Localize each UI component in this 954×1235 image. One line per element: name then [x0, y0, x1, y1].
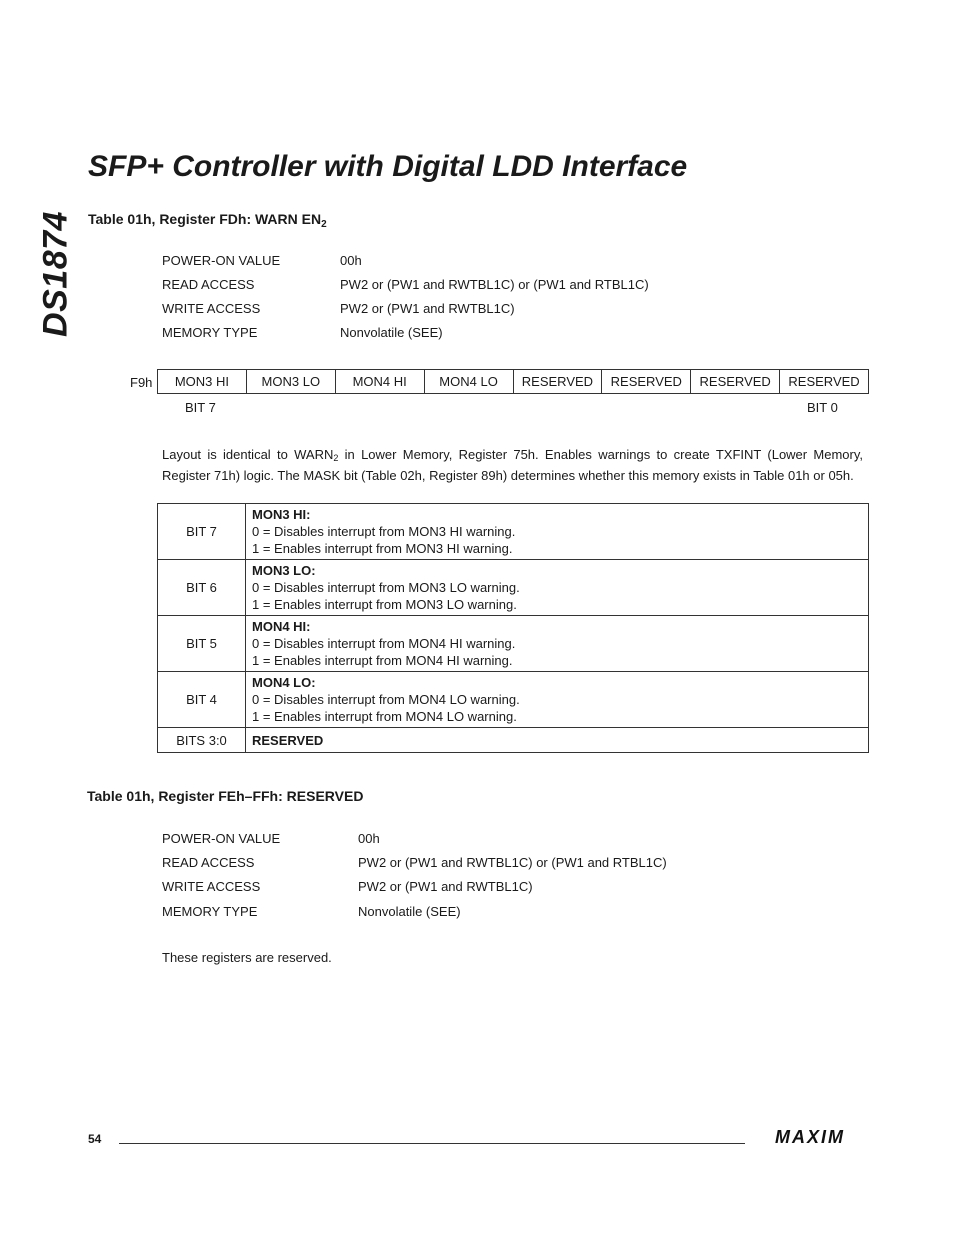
bit-definitions-table	[157, 503, 869, 753]
footer-rule	[119, 1143, 745, 1144]
def-description	[246, 616, 869, 672]
s2-prop-label-memtype: MEMORY TYPE	[162, 904, 258, 919]
s1-prop-value-read: PW2 or (PW1 and RWTBL1C) or (PW1 and RTBL1C)	[340, 277, 649, 292]
description-subscript: 2	[333, 453, 339, 463]
section1-heading-subscript: 2	[321, 219, 327, 230]
def-line: 1 = Enables interrupt from MON3 LO warning.	[252, 597, 517, 612]
maxim-logo-icon	[755, 1128, 865, 1146]
def-bit: BIT 5	[158, 616, 246, 672]
def-name: RESERVED	[252, 732, 324, 748]
description-part-2: in Lower Memory, Register 75h. Enables warnings to create TXFINT (Lower Memory, Register 71h) logic. The MASK bit (Table 02h, Register 89h) determines whether this memory exists in Table 01h or 05h.	[162, 447, 863, 483]
def-line: 0 = Disables interrupt from MON3 LO warning.	[252, 580, 520, 595]
s2-prop-label-write: WRITE ACCESS	[162, 879, 261, 894]
maxim-logo-text: MAXIM	[775, 1128, 845, 1146]
description-part-1: Layout is identical to WARN	[162, 447, 334, 462]
table-row	[158, 504, 869, 560]
s2-prop-value-read: PW2 or (PW1 and RWTBL1C) or (PW1 and RTBL1C)	[358, 855, 667, 870]
def-name: MON3 LO:	[252, 563, 316, 578]
s1-prop-label-memtype: MEMORY TYPE	[162, 325, 258, 340]
section2-heading: Table 01h, Register FEh–FFh: RESERVED	[87, 788, 364, 804]
def-description	[246, 728, 869, 753]
msb-label: BIT 7	[185, 400, 216, 415]
page-number: 54	[88, 1132, 102, 1146]
bit-cell-7: MON3 HI	[158, 370, 247, 393]
s1-prop-value-poweron: 00h	[340, 253, 362, 268]
side-title	[38, 208, 74, 340]
def-name: MON4 HI:	[252, 619, 311, 634]
bit-cell-3: RESERVED	[514, 370, 603, 393]
section1-heading	[88, 211, 327, 230]
def-line: 1 = Enables interrupt from MON4 LO warning.	[252, 709, 517, 724]
register-address: F9h	[130, 375, 153, 390]
s1-prop-label-poweron: POWER-ON VALUE	[162, 253, 281, 268]
s2-prop-value-write: PW2 or (PW1 and RWTBL1C)	[358, 879, 533, 894]
register-description	[162, 446, 863, 484]
maxim-logo	[755, 1128, 865, 1146]
def-name: MON4 LO:	[252, 675, 316, 690]
s2-prop-label-read: READ ACCESS	[162, 855, 255, 870]
def-bit: BIT 6	[158, 560, 246, 616]
s2-prop-value-memtype: Nonvolatile (SEE)	[358, 904, 461, 919]
def-line: 1 = Enables interrupt from MON4 HI warning.	[252, 653, 513, 668]
def-description	[246, 560, 869, 616]
bit-cell-0: RESERVED	[788, 374, 860, 389]
table-row	[158, 616, 869, 672]
def-description	[246, 504, 869, 560]
def-bit: BITS 3:0	[158, 728, 246, 753]
table-row	[158, 560, 869, 616]
bit-cell-1: RESERVED	[691, 370, 780, 393]
document-title: SFP+ Controller with Digital LDD Interface	[88, 150, 688, 183]
s1-prop-label-write: WRITE ACCESS	[162, 301, 261, 316]
def-line: 1 = Enables interrupt from MON3 HI warning.	[252, 541, 513, 556]
def-bit: BIT 7	[158, 504, 246, 560]
def-line: 0 = Disables interrupt from MON4 HI warning.	[252, 636, 516, 651]
section1-heading-text: Table 01h, Register FDh: WARN EN	[88, 211, 322, 227]
def-line: 0 = Disables interrupt from MON3 HI warning.	[252, 524, 516, 539]
s1-prop-value-memtype: Nonvolatile (SEE)	[340, 325, 443, 340]
table-row	[158, 672, 869, 728]
s2-prop-value-poweron: 00h	[358, 831, 380, 846]
table-row	[158, 728, 869, 753]
s1-prop-value-write: PW2 or (PW1 and RWTBL1C)	[340, 301, 515, 316]
bit-map-table	[157, 369, 869, 394]
s1-prop-label-read: READ ACCESS	[162, 277, 255, 292]
bit-cell-2: RESERVED	[602, 370, 691, 393]
bit-cell-5: MON4 HI	[336, 370, 425, 393]
reserved-note: These registers are reserved.	[162, 950, 332, 965]
bit-cell-4: MON4 LO	[425, 370, 514, 393]
side-title-text: DS1874	[36, 211, 75, 337]
s2-prop-label-poweron: POWER-ON VALUE	[162, 831, 281, 846]
def-line: 0 = Disables interrupt from MON4 LO warning.	[252, 692, 520, 707]
bit-cell-6: MON3 LO	[247, 370, 336, 393]
def-name: MON3 HI:	[252, 507, 311, 522]
lsb-label: BIT 0	[807, 400, 838, 415]
def-description	[246, 672, 869, 728]
def-bit: BIT 4	[158, 672, 246, 728]
